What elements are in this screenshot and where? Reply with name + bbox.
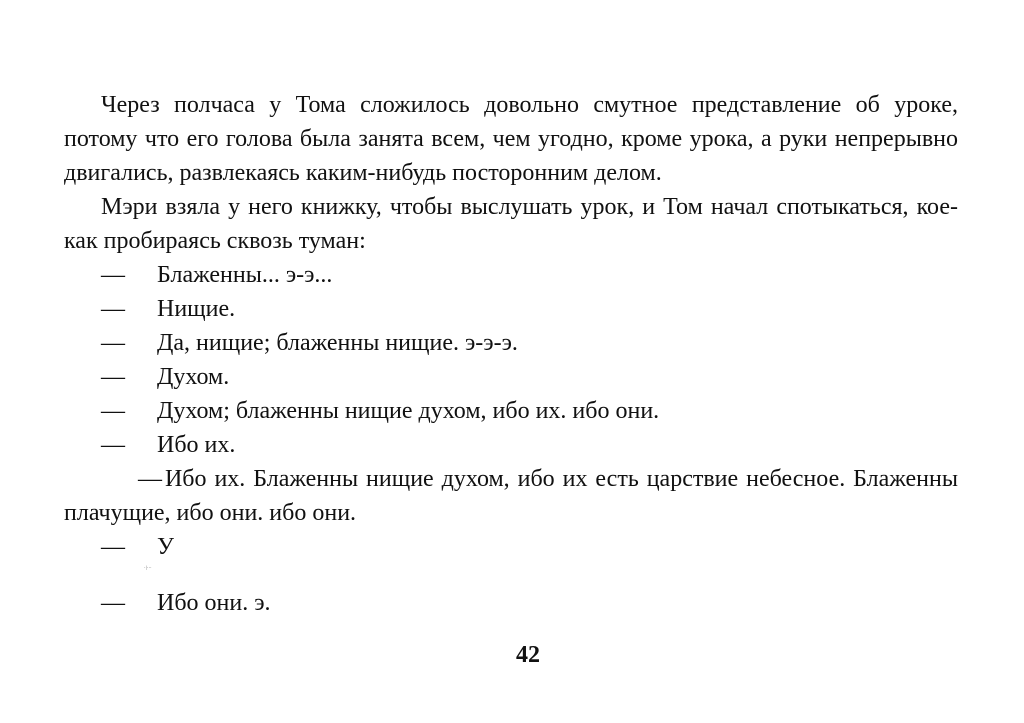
dialogue-text: Да, нищие; блаженны нищие. э-э-э. [157,330,518,356]
dialogue-text: Ибо их. Блаженны нищие духом, ибо их есть царствие небесное. Блаженны плачущие, ибо они. ибо они. [64,466,958,526]
dialogue-text: Духом; блаженны нищие духом, ибо их. ибо они. [157,398,660,424]
dialogue-line [64,428,958,462]
dialogue-dash: — [101,262,125,288]
dialogue-line [64,258,958,292]
dialogue-dash: — [101,330,125,356]
stray-mark: ·|··· [144,566,152,571]
dialogue-text: У [157,534,174,560]
page-body [64,88,958,620]
dialogue-text: Ибо они. э. [157,590,271,616]
paragraph-1: Через полчаса у Тома сложилось довольно смутное представление об уроке, потому что его голова была занята всем, чем угодно, кроме урока, а руки непрерывно двигались, развлекаясь каким-нибудь посторонним делом. [64,92,958,186]
dialogue-text: Духом. [157,364,230,390]
dialogue-dash: — [101,534,125,560]
dialogue-line-long [64,462,958,530]
dialogue-line [64,326,958,360]
dialogue-dash: — [101,296,125,322]
dialogue-text: Ибо их. [157,432,236,458]
dialogue-line [64,360,958,394]
dialogue-dash: — [101,590,125,616]
paragraph-2: Мэри взяла у него книжку, чтобы выслушать урок, и Том начал спотыкаться, кое-как пробираясь сквозь туман: [64,194,958,254]
dialogue-dash: — [101,432,125,458]
dialogue-dash: — [138,466,162,492]
dialogue-text: Блаженны... э-э... [157,262,333,288]
dialogue-line [64,530,958,564]
dialogue-line [64,586,958,620]
dialogue-dash: — [101,398,125,424]
dialogue-line [64,394,958,428]
page-number: 42 [516,642,540,668]
stray-mark-row [64,564,958,586]
dialogue-dash: — [101,364,125,390]
dialogue-text: Нищие. [157,296,236,322]
dialogue-line [64,292,958,326]
